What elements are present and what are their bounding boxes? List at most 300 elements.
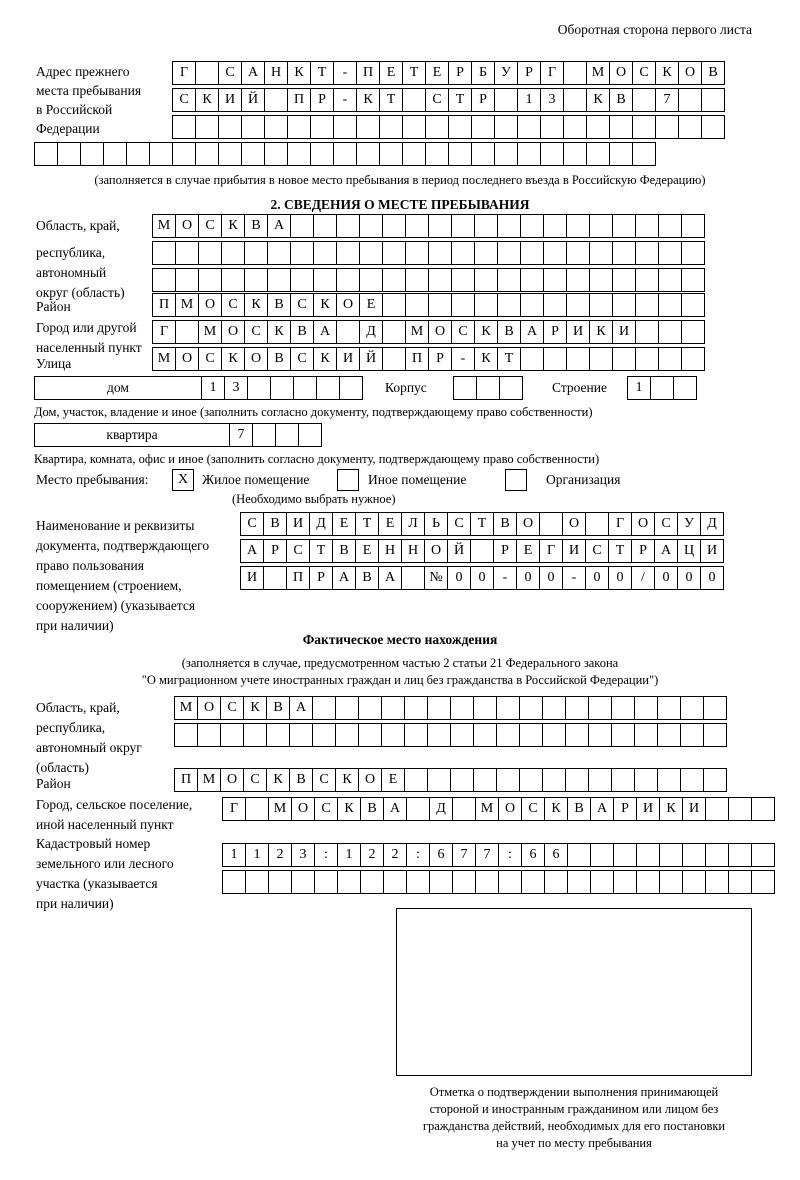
form-cell[interactable]: [402, 115, 426, 139]
form-cell[interactable]: [383, 870, 407, 894]
form-cell[interactable]: 2: [383, 843, 407, 867]
form-cell[interactable]: Д: [700, 512, 724, 536]
form-cell[interactable]: [218, 142, 242, 166]
form-cell[interactable]: [636, 843, 660, 867]
form-cell[interactable]: [359, 214, 383, 238]
form-cell[interactable]: [268, 870, 292, 894]
form-cell[interactable]: Л: [401, 512, 425, 536]
form-cell[interactable]: [382, 241, 406, 265]
form-cell[interactable]: [543, 347, 567, 371]
form-cell[interactable]: [333, 115, 357, 139]
form-cell[interactable]: Т: [497, 347, 521, 371]
form-cell[interactable]: Р: [471, 88, 495, 112]
form-cell[interactable]: С: [172, 88, 196, 112]
form-cell[interactable]: 0: [585, 566, 609, 590]
form-cell[interactable]: Г: [152, 320, 176, 344]
form-cell[interactable]: [451, 268, 475, 292]
form-cell[interactable]: [358, 696, 382, 720]
form-cell[interactable]: [428, 214, 452, 238]
form-cell[interactable]: С: [290, 347, 314, 371]
form-cell[interactable]: [471, 115, 495, 139]
form-cell[interactable]: К: [267, 320, 291, 344]
form-cell[interactable]: [382, 268, 406, 292]
form-cell[interactable]: [175, 268, 199, 292]
form-cell[interactable]: С: [198, 214, 222, 238]
form-cell[interactable]: [589, 214, 613, 238]
form-cell[interactable]: [252, 423, 276, 447]
form-cell[interactable]: В: [332, 539, 356, 563]
form-cell[interactable]: [360, 870, 384, 894]
form-cell[interactable]: [635, 293, 659, 317]
form-cell[interactable]: [244, 268, 268, 292]
form-cell[interactable]: [428, 268, 452, 292]
form-cell[interactable]: [402, 142, 426, 166]
form-cell[interactable]: 2: [360, 843, 384, 867]
form-cell[interactable]: [405, 241, 429, 265]
form-cell[interactable]: 6: [544, 843, 568, 867]
form-cell[interactable]: 3: [291, 843, 315, 867]
form-cell[interactable]: 6: [429, 843, 453, 867]
form-cell[interactable]: [567, 843, 591, 867]
form-cell[interactable]: [287, 115, 311, 139]
form-cell[interactable]: В: [701, 61, 725, 85]
form-cell[interactable]: [678, 88, 702, 112]
form-cell[interactable]: [401, 566, 425, 590]
form-cell[interactable]: К: [221, 347, 245, 371]
form-cell[interactable]: [681, 320, 705, 344]
form-cell[interactable]: О: [516, 512, 540, 536]
form-cell[interactable]: [612, 241, 636, 265]
form-cell[interactable]: Й: [447, 539, 471, 563]
form-cell[interactable]: 7: [229, 423, 253, 447]
form-cell[interactable]: [34, 142, 58, 166]
form-cell[interactable]: [520, 214, 544, 238]
form-cell[interactable]: [673, 376, 697, 400]
form-cell[interactable]: [452, 797, 476, 821]
form-cell[interactable]: [612, 293, 636, 317]
form-cell[interactable]: В: [244, 214, 268, 238]
form-cell[interactable]: Е: [425, 61, 449, 85]
form-cell[interactable]: [609, 142, 633, 166]
form-cell[interactable]: [590, 870, 614, 894]
form-cell[interactable]: [565, 768, 589, 792]
form-cell[interactable]: [678, 115, 702, 139]
form-cell[interactable]: Е: [355, 539, 379, 563]
form-cell[interactable]: -: [333, 88, 357, 112]
form-cell[interactable]: [379, 142, 403, 166]
form-cell[interactable]: [474, 241, 498, 265]
city-row-1[interactable]: [152, 320, 704, 344]
form-cell[interactable]: Е: [516, 539, 540, 563]
form-cell[interactable]: [218, 115, 242, 139]
form-cell[interactable]: Г: [539, 539, 563, 563]
form-cell[interactable]: О: [175, 347, 199, 371]
form-cell[interactable]: [243, 723, 267, 747]
form-cell[interactable]: [198, 241, 222, 265]
form-cell[interactable]: В: [355, 566, 379, 590]
form-cell[interactable]: [241, 115, 265, 139]
form-cell[interactable]: [198, 268, 222, 292]
form-cell[interactable]: С: [451, 320, 475, 344]
form-cell[interactable]: 7: [452, 843, 476, 867]
form-cell[interactable]: [542, 696, 566, 720]
form-cell[interactable]: 0: [447, 566, 471, 590]
form-cell[interactable]: 7: [655, 88, 679, 112]
form-cell[interactable]: А: [240, 539, 264, 563]
form-cell[interactable]: [450, 723, 474, 747]
form-cell[interactable]: [728, 843, 752, 867]
form-cell[interactable]: Г: [608, 512, 632, 536]
form-cell[interactable]: [290, 214, 314, 238]
form-cell[interactable]: [356, 115, 380, 139]
form-cell[interactable]: [609, 115, 633, 139]
form-cell[interactable]: [427, 723, 451, 747]
form-cell[interactable]: 1: [337, 843, 361, 867]
form-cell[interactable]: В: [267, 293, 291, 317]
form-cell[interactable]: [381, 723, 405, 747]
form-cell[interactable]: В: [289, 768, 313, 792]
form-cell[interactable]: [402, 88, 426, 112]
form-cell[interactable]: [149, 142, 173, 166]
form-cell[interactable]: [566, 293, 590, 317]
form-cell[interactable]: 1: [517, 88, 541, 112]
form-cell[interactable]: С: [286, 539, 310, 563]
form-cell[interactable]: [612, 214, 636, 238]
form-cell[interactable]: К: [356, 88, 380, 112]
prev-address-row-2[interactable]: [172, 88, 724, 112]
form-cell[interactable]: М: [197, 768, 221, 792]
form-cell[interactable]: Т: [379, 88, 403, 112]
form-cell[interactable]: В: [567, 797, 591, 821]
form-cell[interactable]: [335, 723, 359, 747]
form-cell[interactable]: [680, 723, 704, 747]
form-cell[interactable]: У: [494, 61, 518, 85]
form-cell[interactable]: [658, 241, 682, 265]
form-cell[interactable]: [705, 843, 729, 867]
form-cell[interactable]: И: [612, 320, 636, 344]
form-cell[interactable]: [494, 142, 518, 166]
form-cell[interactable]: [221, 241, 245, 265]
form-cell[interactable]: [634, 723, 658, 747]
form-cell[interactable]: [658, 293, 682, 317]
form-cell[interactable]: [585, 512, 609, 536]
form-cell[interactable]: [588, 768, 612, 792]
form-cell[interactable]: [291, 870, 315, 894]
form-cell[interactable]: [359, 268, 383, 292]
form-cell[interactable]: А: [520, 320, 544, 344]
form-cell[interactable]: [563, 61, 587, 85]
form-cell[interactable]: [333, 142, 357, 166]
form-cell[interactable]: [152, 268, 176, 292]
flat-cells[interactable]: [229, 423, 321, 447]
form-cell[interactable]: К: [655, 61, 679, 85]
document-row-1[interactable]: [240, 512, 723, 536]
form-cell[interactable]: [680, 696, 704, 720]
form-cell[interactable]: [247, 376, 271, 400]
form-cell[interactable]: [680, 768, 704, 792]
form-cell[interactable]: [658, 347, 682, 371]
form-cell[interactable]: [381, 696, 405, 720]
form-cell[interactable]: [174, 723, 198, 747]
form-cell[interactable]: С: [243, 768, 267, 792]
form-cell[interactable]: [496, 696, 520, 720]
form-cell[interactable]: [496, 768, 520, 792]
form-cell[interactable]: Т: [608, 539, 632, 563]
form-cell[interactable]: 0: [677, 566, 701, 590]
form-cell[interactable]: [728, 870, 752, 894]
form-cell[interactable]: Т: [309, 539, 333, 563]
form-cell[interactable]: [613, 843, 637, 867]
form-cell[interactable]: [270, 376, 294, 400]
form-cell[interactable]: [336, 268, 360, 292]
form-cell[interactable]: О: [244, 347, 268, 371]
form-cell[interactable]: О: [498, 797, 522, 821]
form-cell[interactable]: К: [659, 797, 683, 821]
form-cell[interactable]: С: [220, 696, 244, 720]
form-cell[interactable]: А: [378, 566, 402, 590]
form-cell[interactable]: [267, 241, 291, 265]
form-cell[interactable]: [175, 241, 199, 265]
form-cell[interactable]: А: [241, 61, 265, 85]
form-cell[interactable]: [497, 214, 521, 238]
form-cell[interactable]: [453, 376, 477, 400]
stroenie-cells[interactable]: [627, 376, 696, 400]
form-cell[interactable]: К: [335, 768, 359, 792]
form-cell[interactable]: А: [654, 539, 678, 563]
form-cell[interactable]: 1: [245, 843, 269, 867]
form-cell[interactable]: И: [286, 512, 310, 536]
form-cell[interactable]: [498, 870, 522, 894]
form-cell[interactable]: Т: [470, 512, 494, 536]
form-cell[interactable]: [520, 268, 544, 292]
form-cell[interactable]: [451, 241, 475, 265]
form-cell[interactable]: [682, 843, 706, 867]
form-cell[interactable]: [635, 241, 659, 265]
form-cell[interactable]: [566, 268, 590, 292]
form-cell[interactable]: А: [289, 696, 313, 720]
form-cell[interactable]: В: [263, 512, 287, 536]
form-cell[interactable]: [474, 268, 498, 292]
form-cell[interactable]: [566, 214, 590, 238]
form-cell[interactable]: А: [313, 320, 337, 344]
form-cell[interactable]: [476, 376, 500, 400]
form-cell[interactable]: О: [631, 512, 655, 536]
form-cell[interactable]: Е: [332, 512, 356, 536]
form-cell[interactable]: [451, 214, 475, 238]
form-cell[interactable]: [310, 142, 334, 166]
form-cell[interactable]: [404, 768, 428, 792]
stamp-box[interactable]: [396, 908, 752, 1076]
form-cell[interactable]: С: [425, 88, 449, 112]
form-cell[interactable]: [589, 241, 613, 265]
form-cell[interactable]: 3: [540, 88, 564, 112]
form-cell[interactable]: [611, 723, 635, 747]
form-cell[interactable]: М: [198, 320, 222, 344]
form-cell[interactable]: [589, 268, 613, 292]
form-cell[interactable]: И: [562, 539, 586, 563]
fact-region-row-1[interactable]: [174, 696, 726, 720]
form-cell[interactable]: [473, 723, 497, 747]
form-cell[interactable]: О: [221, 320, 245, 344]
form-cell[interactable]: [658, 268, 682, 292]
form-cell[interactable]: [404, 723, 428, 747]
form-cell[interactable]: [275, 423, 299, 447]
form-cell[interactable]: [382, 320, 406, 344]
form-cell[interactable]: [425, 142, 449, 166]
form-cell[interactable]: [655, 115, 679, 139]
form-cell[interactable]: В: [290, 320, 314, 344]
form-cell[interactable]: [195, 61, 219, 85]
form-cell[interactable]: 1: [222, 843, 246, 867]
form-cell[interactable]: [172, 115, 196, 139]
form-cell[interactable]: [565, 696, 589, 720]
form-cell[interactable]: [636, 870, 660, 894]
form-cell[interactable]: [751, 843, 775, 867]
form-cell[interactable]: [540, 142, 564, 166]
form-cell[interactable]: [427, 768, 451, 792]
form-cell[interactable]: [705, 870, 729, 894]
form-cell[interactable]: [751, 797, 775, 821]
form-cell[interactable]: К: [244, 293, 268, 317]
form-cell[interactable]: М: [152, 347, 176, 371]
form-cell[interactable]: [634, 768, 658, 792]
form-cell[interactable]: [657, 723, 681, 747]
form-cell[interactable]: 0: [654, 566, 678, 590]
form-cell[interactable]: [521, 870, 545, 894]
form-cell[interactable]: 0: [539, 566, 563, 590]
form-cell[interactable]: [657, 696, 681, 720]
form-cell[interactable]: В: [497, 320, 521, 344]
form-cell[interactable]: [313, 214, 337, 238]
form-cell[interactable]: :: [406, 843, 430, 867]
form-cell[interactable]: [520, 293, 544, 317]
form-cell[interactable]: [382, 293, 406, 317]
form-cell[interactable]: С: [632, 61, 656, 85]
form-cell[interactable]: П: [286, 566, 310, 590]
form-cell[interactable]: А: [590, 797, 614, 821]
form-cell[interactable]: [316, 376, 340, 400]
form-cell[interactable]: М: [586, 61, 610, 85]
form-cell[interactable]: С: [314, 797, 338, 821]
form-cell[interactable]: [195, 115, 219, 139]
form-cell[interactable]: [405, 214, 429, 238]
form-cell[interactable]: М: [152, 214, 176, 238]
form-cell[interactable]: [244, 241, 268, 265]
form-cell[interactable]: [336, 320, 360, 344]
form-cell[interactable]: Г: [540, 61, 564, 85]
form-cell[interactable]: [659, 843, 683, 867]
form-cell[interactable]: [298, 423, 322, 447]
stay-place-option-1-checkbox[interactable]: Х: [172, 469, 194, 491]
form-cell[interactable]: Р: [263, 539, 287, 563]
form-cell[interactable]: Р: [543, 320, 567, 344]
region-row-2[interactable]: [152, 241, 704, 265]
form-cell[interactable]: Т: [402, 61, 426, 85]
form-cell[interactable]: С: [221, 293, 245, 317]
form-cell[interactable]: :: [498, 843, 522, 867]
form-cell[interactable]: С: [240, 512, 264, 536]
form-cell[interactable]: [245, 797, 269, 821]
form-cell[interactable]: О: [428, 320, 452, 344]
form-cell[interactable]: С: [585, 539, 609, 563]
form-cell[interactable]: А: [332, 566, 356, 590]
cadastral-row-2[interactable]: [222, 870, 774, 894]
form-cell[interactable]: [429, 870, 453, 894]
region-row-3[interactable]: [152, 268, 704, 292]
form-cell[interactable]: В: [609, 88, 633, 112]
form-cell[interactable]: К: [337, 797, 361, 821]
form-cell[interactable]: 6: [521, 843, 545, 867]
form-cell[interactable]: [520, 347, 544, 371]
form-cell[interactable]: В: [493, 512, 517, 536]
form-cell[interactable]: К: [474, 347, 498, 371]
form-cell[interactable]: О: [562, 512, 586, 536]
form-cell[interactable]: И: [218, 88, 242, 112]
form-cell[interactable]: [452, 870, 476, 894]
form-cell[interactable]: -: [493, 566, 517, 590]
document-row-3[interactable]: [240, 566, 723, 590]
form-cell[interactable]: И: [700, 539, 724, 563]
form-cell[interactable]: [613, 870, 637, 894]
form-cell[interactable]: [126, 142, 150, 166]
form-cell[interactable]: Т: [355, 512, 379, 536]
form-cell[interactable]: [425, 115, 449, 139]
form-cell[interactable]: К: [243, 696, 267, 720]
form-cell[interactable]: [542, 723, 566, 747]
form-cell[interactable]: К: [266, 768, 290, 792]
form-cell[interactable]: 1: [627, 376, 651, 400]
form-cell[interactable]: [543, 293, 567, 317]
form-cell[interactable]: [519, 696, 543, 720]
form-cell[interactable]: [701, 115, 725, 139]
form-cell[interactable]: Д: [429, 797, 453, 821]
form-cell[interactable]: [337, 870, 361, 894]
form-cell[interactable]: К: [474, 320, 498, 344]
form-cell[interactable]: О: [175, 214, 199, 238]
form-cell[interactable]: [382, 214, 406, 238]
form-cell[interactable]: [543, 241, 567, 265]
form-cell[interactable]: [336, 241, 360, 265]
house-cells[interactable]: [201, 376, 362, 400]
form-cell[interactable]: [563, 88, 587, 112]
form-cell[interactable]: 0: [700, 566, 724, 590]
form-cell[interactable]: [517, 142, 541, 166]
form-cell[interactable]: 0: [608, 566, 632, 590]
form-cell[interactable]: Н: [378, 539, 402, 563]
form-cell[interactable]: :: [314, 843, 338, 867]
form-cell[interactable]: Р: [613, 797, 637, 821]
form-cell[interactable]: [175, 320, 199, 344]
form-cell[interactable]: [451, 293, 475, 317]
form-cell[interactable]: 0: [470, 566, 494, 590]
stay-place-option-3-checkbox[interactable]: [505, 469, 527, 491]
form-cell[interactable]: К: [589, 320, 613, 344]
form-cell[interactable]: Й: [241, 88, 265, 112]
form-cell[interactable]: С: [244, 320, 268, 344]
form-cell[interactable]: [681, 293, 705, 317]
form-cell[interactable]: 0: [516, 566, 540, 590]
form-cell[interactable]: Р: [428, 347, 452, 371]
form-cell[interactable]: [497, 268, 521, 292]
form-cell[interactable]: [220, 723, 244, 747]
form-cell[interactable]: [313, 268, 337, 292]
form-cell[interactable]: [103, 142, 127, 166]
form-cell[interactable]: [588, 696, 612, 720]
form-cell[interactable]: [681, 241, 705, 265]
form-cell[interactable]: [496, 723, 520, 747]
form-cell[interactable]: И: [566, 320, 590, 344]
form-cell[interactable]: Б: [471, 61, 495, 85]
